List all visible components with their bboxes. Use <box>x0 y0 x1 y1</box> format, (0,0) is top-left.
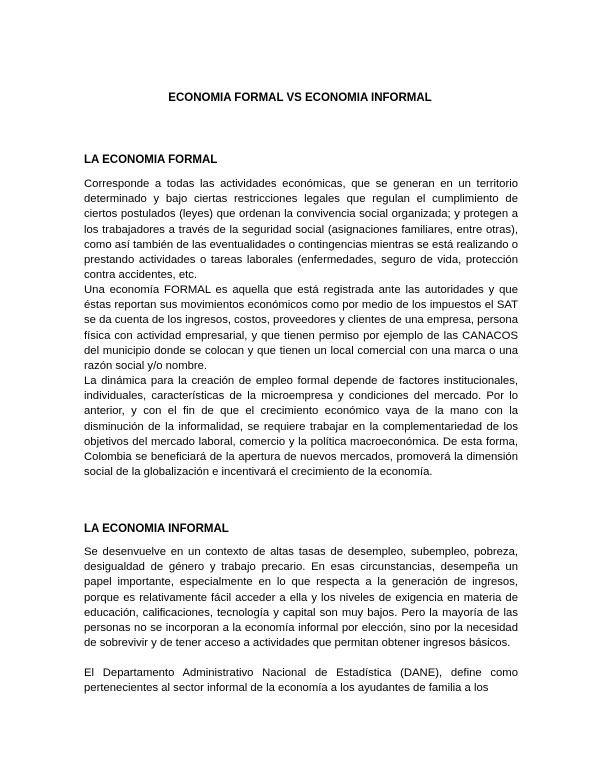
paragraph-informal-1: Se desenvuelve en un contexto de altas tasas de desempleo, subempleo, pobreza, desigualdad de género y trabajo precario. En esas circunstancias, desempeña un papel importante, especialmente en lo que respecta a la generación de ingresos, porque es relativamente fácil acceder a ella y los niveles de exigencia en materia de educación, calificaciones, tecnología y capital son muy bajos. Pero la mayoría de las personas no se incorporan a la economía informal por elección, sino por la necesidad de sobrevivir y de tener acceso a actividades que permitan obtener ingresos básicos. <box>84 546 518 650</box>
document-title: ECONOMIA FORMAL VS ECONOMIA INFORMAL <box>168 92 432 104</box>
paragraph-formal-3: La dinámica para la creación de empleo formal depende de factores institucionales, individuales, características de la microempresa y condiciones del mercado. Por lo anterior, y con el fin de que el crecimiento económico vaya de la mano con la disminución de la informalidad, se requiere trabajar en la complementariedad de los objetivos del mercado laboral, comercio y la política macroeconómica. De esta forma, Colombia se beneficiará de la apertura de nuevos mercados, promoverá la dimensión social de la globalización e incentivará el crecimiento de la economía. <box>84 375 518 479</box>
section-heading-formal: LA ECONOMIA FORMAL <box>84 154 218 166</box>
section-heading-informal: LA ECONOMIA INFORMAL <box>84 523 229 535</box>
paragraph-formal-2: Una economía FORMAL es aquella que está registrada ante las autoridades y que éstas reportan sus movimientos económicos como por medio de los impuestos el SAT se da cuenta de los ingresos, costos, proveedores y clientes de una empresa, persona física con actividad empresarial, y que tienen permiso por ejemplo de las CANACOS del municipio donde se colocan y que tienen un local comercial con una marca o una razón social y/o nombre. <box>84 284 518 373</box>
paragraph-informal-2: El Departamento Administrativo Nacional de Estadística (DANE), define como pertenecientes al sector informal de la economía a los ayudantes de familia a los <box>84 667 518 695</box>
paragraph-formal-1: Corresponde a todas las actividades económicas, que se generan en un territorio determinado y bajo ciertas restricciones legales que regulan el cumplimiento de ciertos postulados (leyes) que ordenan la convivencia social organizada; y protegen a los trabajadores a través de la seguridad social (asignaciones familiares, entre otras), como así también de las eventualidades o contingencias mientras se está realizando o prestando actividades o tareas laborales (enfermedades, seguro de vida, protección contra accidentes, etc. <box>84 178 518 282</box>
